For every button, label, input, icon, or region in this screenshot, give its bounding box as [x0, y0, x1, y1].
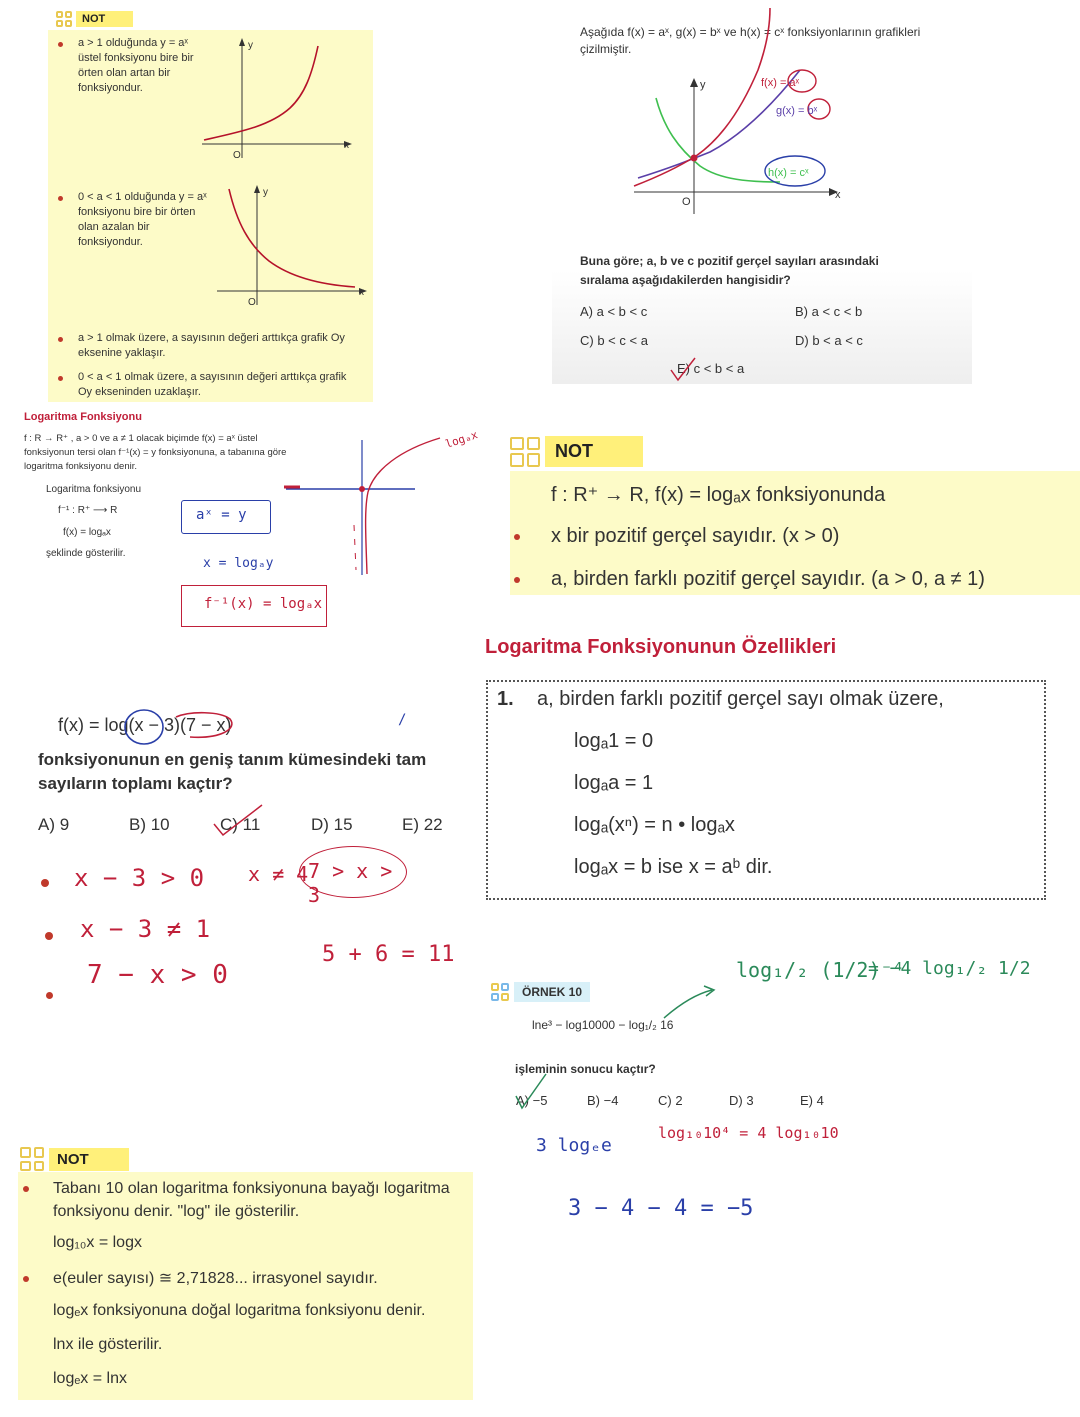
bullet [46, 992, 53, 999]
bullet [45, 932, 53, 940]
note-icon [20, 1147, 44, 1171]
bullet [41, 879, 49, 887]
bullet [58, 376, 63, 381]
property-3: logₐ(xⁿ) = n • logₐx [574, 814, 735, 836]
q1-choice-c[interactable]: C) b < c < a [580, 333, 648, 348]
ex10-choice-a[interactable]: A) −5 [516, 1093, 548, 1108]
note2-line3: a, birden farklı pozitif gerçel sayıdır. (a > 0, a ≠ 1) [551, 568, 985, 590]
note3-line1 [53, 1177, 473, 1223]
properties-intro: a, birden farklı pozitif gerçel sayı olmak üzere, [537, 688, 944, 710]
note2-badge [510, 436, 643, 467]
ex10-choice-d[interactable]: D) 3 [729, 1093, 754, 1108]
bullet [58, 42, 63, 47]
q1-choice-b[interactable]: B) a < c < b [795, 304, 863, 319]
note2-label: NOT [545, 436, 643, 467]
note3-label: NOT [49, 1148, 129, 1171]
ex10-hand1: log₁/₂ (1/2)⁻⁴ [736, 958, 905, 982]
property-4: logₐx = b ise x = aᵇ dir. [574, 856, 773, 878]
bullet [23, 1186, 29, 1192]
q2-formula-circles [120, 705, 250, 750]
q2-hand2: x − 3 ≠ 1 [80, 915, 211, 943]
q1-choice-d[interactable]: D) b < a < c [795, 333, 863, 348]
question1-prompt: Buna göre; a, b ve c pozitif gerçel sayıları arasındaki sıralama aşağıdakilerden hangisidir? [580, 254, 879, 287]
note1-b3: a > 1 olmak üzere, a sayısının değeri arttıkça grafik Oy eksenine yaklaşır. [78, 332, 345, 359]
axis-x-label: x [835, 189, 841, 201]
log-def-hand2: x = logₐy [203, 556, 274, 571]
property-2: logₐa = 1 [574, 772, 654, 794]
note3-badge [20, 1147, 129, 1171]
note3-line2: log₁₀x = logx [53, 1234, 142, 1251]
note-icon [491, 983, 509, 1001]
ex10-hand3: 3 logₑe [536, 1135, 612, 1156]
bullet [23, 1276, 29, 1282]
origin-label: O [233, 150, 241, 161]
note1-label: NOT [76, 11, 133, 27]
note1-b2: 0 < a < 1 olduğunda y = aˣ fonksiyonu bire bir örten olan azalan bir fonksiyondur. [78, 191, 207, 248]
example10-label: ÖRNEK 10 [514, 982, 590, 1002]
note3-line4: logₑx fonksiyonuna doğal logaritma fonksiyonu denir. [53, 1302, 426, 1319]
hand1-text: aˣ = y [196, 507, 247, 523]
example10-expr: lne³ − log10000 − log₁/₂ 16 [532, 1018, 674, 1032]
q2-formula: f(x) = log(x − 3)(7 − x) [58, 715, 232, 735]
q2-prompt: fonksiyonunun en geniş tanım kümesindeki tam sayıların toplamı kaçtır? [38, 750, 427, 793]
bullet [514, 534, 520, 540]
note1-b1: a > 1 olduğunda y = aˣ üstel fonksiyonu bire bir örten olan artan bir fonksiyondur. [78, 37, 194, 94]
note3-line1-text: Tabanı 10 olan logaritma fonksiyonuna bayağı logaritma fonksiyonu denir. "log" ile gösterilir. [53, 1180, 450, 1220]
note1-graph-decreasing [215, 183, 375, 308]
log-def-sketch-graph [280, 430, 480, 580]
ex10-choice-e[interactable]: E) 4 [800, 1093, 824, 1108]
q2-hand5 [299, 846, 407, 907]
note3-line6: logₑx = lnx [53, 1370, 127, 1387]
log-def-title: Logaritma Fonksiyonu [24, 411, 142, 423]
origin-label: O [248, 297, 256, 308]
note1-graph-increasing [200, 36, 360, 161]
note2-line1: f : R⁺ → R, f(x) = logₐx fonksiyonunda [551, 484, 886, 506]
q1-choice-e[interactable]: E) c < b < a [677, 361, 745, 376]
label-g: g(x) = bˣ [776, 105, 818, 117]
log-def-hand3 [181, 585, 327, 627]
example10-prompt: işleminin sonucu kaçtır? [515, 1062, 656, 1076]
q2-choice-c[interactable]: C) 11 [220, 815, 261, 834]
log-def-hand1 [181, 500, 271, 534]
q2-choice-d[interactable]: D) 15 [311, 815, 353, 834]
checkmark-icon [510, 1070, 550, 1112]
note3-line3: e(euler sayısı) ≅ 2,71828... irrasyonel sayıdır. [53, 1270, 378, 1287]
ex10-choice-c[interactable]: C) 2 [658, 1093, 683, 1108]
origin-label: O [682, 196, 691, 208]
axis-y-label: y [248, 40, 253, 51]
example10-badge [491, 982, 590, 1002]
note-icon [56, 11, 72, 27]
q2-hand3: 7 − x > 0 [87, 960, 228, 990]
note-icon [510, 437, 540, 467]
property-1: logₐ1 = 0 [574, 730, 654, 752]
q2-hand6: 5 + 6 = 11 [322, 942, 455, 967]
q2-hand4: x ≠ 4 [248, 862, 309, 886]
hand5-text: 7 > x > 3 [308, 859, 393, 907]
q2-choice-a[interactable]: A) 9 [38, 815, 70, 834]
log-def-text: f : R → R⁺ , a > 0 ve a ≠ 1 olacak biçimde f(x) = aˣ üstel fonksiyonun tersi olan f⁻¹(x) = y fonksiyonuna, a tabanına göre logaritma fonksiyonu denir. [24, 433, 287, 472]
axis-x-label: x [359, 287, 364, 298]
axis-x-label: x [344, 140, 349, 151]
properties-num: 1. [497, 688, 514, 710]
arrow-icon [660, 982, 720, 1022]
question1-text: Aşağıda f(x) = aˣ, g(x) = bˣ ve h(x) = cˣ fonksiyonlarının grafikleri çizilmiştir. [580, 25, 921, 56]
label-h: h(x) = cˣ [768, 167, 809, 179]
tick-mark: / [398, 712, 407, 728]
bullet [58, 337, 63, 342]
ex10-hand4: log₁₀10⁴ = 4 log₁₀10 [658, 1124, 839, 1142]
question1-graph [630, 8, 860, 218]
note2-line2: x bir pozitif gerçel sayıdır. (x > 0) [551, 525, 840, 547]
hand3-text: f⁻¹(x) = logₐx [204, 596, 323, 612]
note3-line5: lnx ile gösterilir. [53, 1336, 163, 1353]
axis-y-label: y [263, 187, 268, 198]
checkmark-icon [210, 802, 265, 838]
ex10-hand2: = −4 log₁/₂ 1/2 [868, 958, 1031, 979]
q2-choice-b[interactable]: B) 10 [129, 815, 170, 834]
q2-choice-e[interactable]: E) 22 [402, 815, 443, 834]
q2-hand1: x − 3 > 0 [74, 864, 205, 892]
log-def-line3: f(x) = logₐx [63, 527, 111, 538]
ex10-choice-b[interactable]: B) −4 [587, 1093, 619, 1108]
log-def-line4: şeklinde gösterilir. [46, 548, 126, 559]
label-f: f(x) = aˣ [761, 77, 800, 89]
properties-title: Logaritma Fonksiyonunun Özellikleri [485, 636, 837, 658]
ex10-hand5: 3 − 4 − 4 = −5 [568, 1196, 754, 1221]
axis-y-label: y [700, 79, 706, 91]
q1-choice-a[interactable]: A) a < b < c [580, 304, 648, 319]
log-def-line1: Logaritma fonksiyonu [46, 484, 142, 495]
log-def-line2: f⁻¹ : R⁺ ⟶ R [58, 505, 118, 516]
note1-badge [56, 11, 133, 27]
bullet [514, 577, 520, 583]
bullet [58, 196, 63, 201]
checkmark-icon [668, 356, 698, 384]
note1-b4: 0 < a < 1 olmak üzere, a sayısının değeri arttıkça grafik Oy ekseninden uzaklaşır. [78, 371, 347, 398]
log-def-hand-graph: logₐx [443, 428, 480, 451]
